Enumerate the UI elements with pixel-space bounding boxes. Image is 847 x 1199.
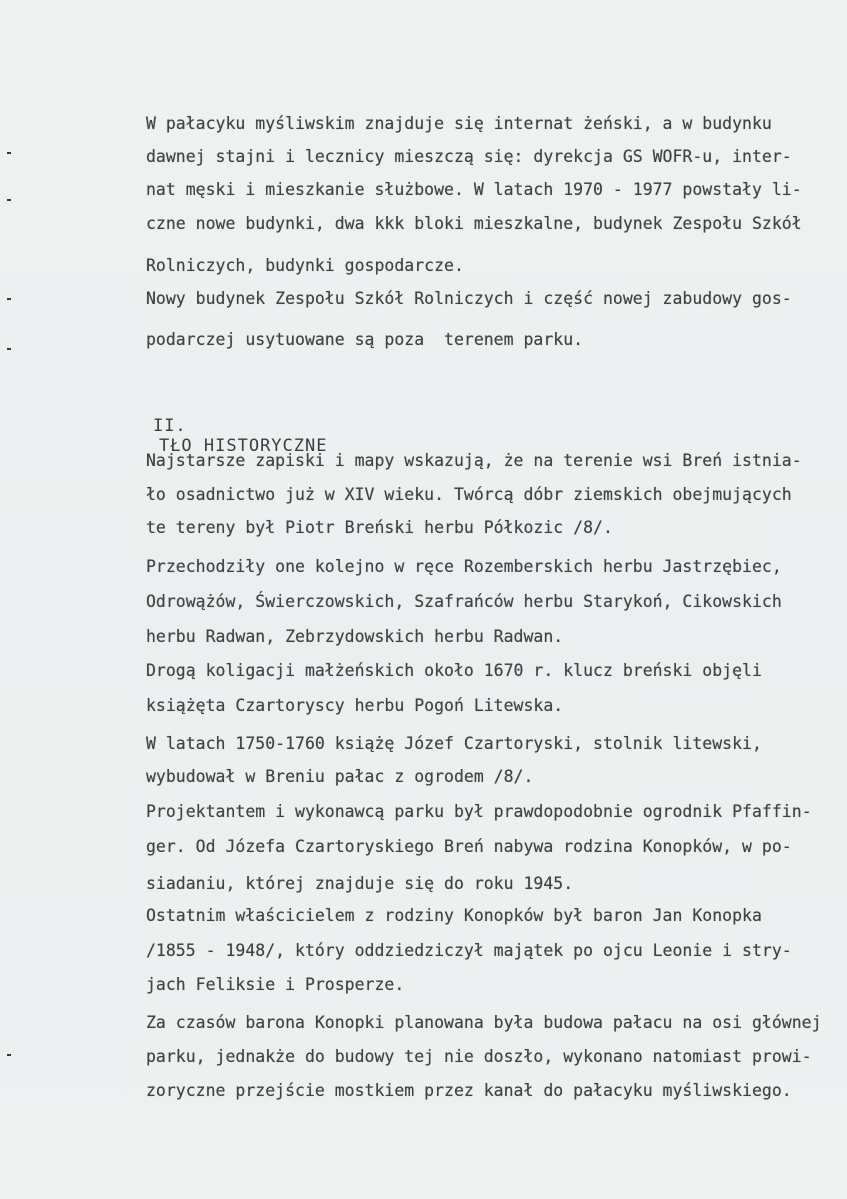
text-line: Projektantem i wykonawcą parku był prawdopodobnie ogrodnik Pfaffin-: [146, 802, 812, 821]
text-line: Za czasów barona Konopki planowana była budowa pałacu na osi głównej: [146, 1013, 822, 1032]
text-line: Najstarsze zapiski i mapy wskazują, że na terenie wsi Breń istnia-: [146, 451, 802, 470]
text-line: jach Feliksie i Prosperze.: [146, 975, 405, 994]
section-title: TŁO HISTORYCZNE: [158, 436, 328, 456]
text-line: ło osadnictwo już w XIV wieku. Twórcą dóbr ziemskich obejmujących: [146, 485, 792, 504]
text-line: /1855 - 1948/, który oddziedziczył majątek po ojcu Leonie i stry-: [146, 941, 792, 960]
text-line: Odrowążów, Świerczowskich, Szafrańców herbu Starykoń, Cikowskich: [146, 592, 782, 611]
text-line: herbu Radwan, Zebrzydowskich herbu Radwan.: [146, 627, 564, 646]
section-number: II.: [152, 416, 187, 436]
text-line: nat męski i mieszkanie służbowe. W latach 1970 - 1977 powstały li-: [146, 180, 802, 199]
text-line: Ostatnim właścicielem z rodziny Konopków był baron Jan Konopka: [146, 906, 762, 925]
text-line: Drogą koligacji małżeńskich około 1670 r. klucz breński objęli: [146, 661, 762, 680]
text-line: podarczej usytuowane są poza terenem parku.: [146, 330, 584, 349]
margin-mark: [7, 348, 11, 350]
text-line: dawnej stajni i lecznicy mieszczą się: dyrekcja GS WOFR-u, inter-: [146, 147, 792, 166]
text-line: te tereny był Piotr Breński herbu Półkozic /8/.: [146, 518, 613, 537]
text-line: zoryczne przejście mostkiem przez kanał do pałacyku myśliwskiego.: [146, 1081, 792, 1100]
text-line: czne nowe budynki, dwa kkk bloki mieszkalne, budynek Zespołu Szkół: [146, 214, 802, 233]
text-line: wybudował w Breniu pałac z ogrodem /8/.: [146, 767, 534, 786]
text-line: Rolniczych, budynki gospodarcze.: [146, 256, 464, 275]
text-line: W pałacyku myśliwskim znajduje się internat żeński, a w budynku: [146, 114, 772, 133]
text-line: ger. Od Józefa Czartoryskiego Breń nabywa rodzina Konopków, w po-: [146, 837, 792, 856]
text-line: Przechodziły one kolejno w ręce Rozemberskich herbu Jastrzębiec,: [146, 557, 782, 576]
margin-mark: [7, 298, 11, 300]
text-line: książęta Czartoryscy herbu Pogoń Litewska.: [146, 696, 564, 715]
text-line: siadaniu, której znajduje się do roku 1945.: [146, 874, 574, 893]
margin-mark: [7, 199, 11, 201]
text-line: Nowy budynek Zespołu Szkół Rolniczych i część nowej zabudowy gos-: [146, 289, 792, 308]
margin-mark: [7, 1054, 11, 1056]
text-line: W latach 1750-1760 książę Józef Czartoryski, stolnik litewski,: [146, 734, 762, 753]
text-line: parku, jednakże do budowy tej nie doszło, wykonano natomiast prowi-: [146, 1047, 812, 1066]
margin-mark: [7, 152, 11, 154]
